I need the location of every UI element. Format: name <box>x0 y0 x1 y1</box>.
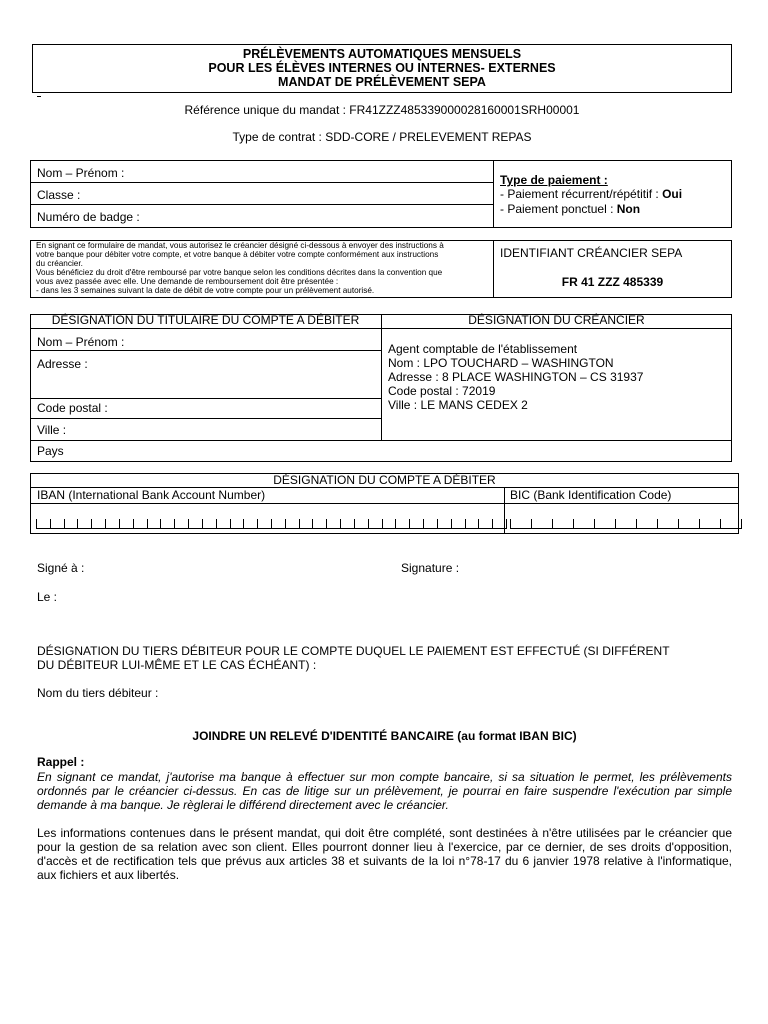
payment-recurring <box>500 188 682 202</box>
holder-title: DÉSIGNATION DU TITULAIRE DU COMPTE A DÉBITER <box>51 313 360 327</box>
rib-instruction-rest: (au format IBAN BIC) <box>453 729 577 743</box>
creditor-line-4: Code postal : 72019 <box>388 384 496 398</box>
creditor-line-3: Adresse : 8 PLACE WASHINGTON – CS 31937 <box>388 370 644 384</box>
header-line-2: POUR LES ÉLÈVES INTERNES OU INTERNES- EXTERNES <box>208 61 556 75</box>
account-title: DÉSIGNATION DU COMPTE A DÉBITER <box>273 473 496 487</box>
stray-mark <box>37 96 41 97</box>
creditor-id-value: FR 41 ZZZ 485339 <box>561 275 664 289</box>
char-box-divider <box>741 519 742 529</box>
creditor-line-5: Ville : LE MANS CEDEX 2 <box>388 398 528 412</box>
holder-country-label: Pays <box>37 444 64 458</box>
rib-instruction-bold: JOINDRE UN RELEVÉ D'IDENTITÉ BANCAIRE <box>192 729 454 743</box>
privacy-text: Les informations contenues dans le présent mandat, qui doit être complété, sont destinées à n'être utilisées par le créancier que pour la gestion de sa relation avec son client. Elles pourront donner lieu à l'exercice, par ce dernier, de ses droits d'opposition, d'accès et de rectification tels que prévus aux articles 38 et suivants de la loi n°78-17 du 6 janvier 1978 relative à l'informatique, aux fichiers et aux libertés. <box>37 826 732 882</box>
consent-line-6: - dans les 3 semaines suivant la date de débit de votre compte pour un prélèvement autorisé. <box>36 286 375 295</box>
holder-address-label: Adresse : <box>37 357 88 371</box>
badge-number-label: Numéro de badge : <box>37 210 140 224</box>
rib-instruction <box>30 730 739 744</box>
payment-oneoff-value: Non <box>616 202 641 216</box>
consent-line-3: du créancier. <box>36 259 83 268</box>
student-class-label: Classe : <box>37 188 81 202</box>
signed-at-label: Signé à : <box>37 561 85 575</box>
header-line-3: MANDAT DE PRÉLÈVEMENT SEPA <box>278 75 486 89</box>
char-box-baseline <box>36 528 506 529</box>
third-party-name-label: Nom du tiers débiteur : <box>37 686 159 700</box>
header-line-1: PRÉLÈVEMENTS AUTOMATIQUES MENSUELS <box>242 47 522 61</box>
holder-postcode-label: Code postal : <box>37 401 108 415</box>
bic-label: BIC (Bank Identification Code) <box>510 488 672 502</box>
mandate-reference: Référence unique du mandat : FR41ZZZ485339000028160001SRH00001 <box>184 103 580 117</box>
payment-oneoff-label: - Paiement ponctuel : <box>500 202 617 216</box>
reminder-text: En signant ce mandat, j'autorise ma banque à effectuer sur mon compte bancaire, si sa situation le permet, les prélèvements ordonnés par le créancier ci-dessus. En cas de litige sur un prélèvement, je pourrai en faire suspendre l'exécution par simple demande à ma banque. Je règlerai le différend directement avec le créancier. <box>37 770 732 812</box>
consent-line-4: Vous bénéficiez du droit d'être remboursé par votre banque selon les conditions décrites dans la convention que <box>36 268 443 277</box>
consent-line-1: En signant ce formulaire de mandat, vous autorisez le créancier désigné ci-dessous à envoyer des instructions à <box>36 241 444 250</box>
creditor-line-2: Nom : LPO TOUCHARD – WASHINGTON <box>388 356 614 370</box>
iban-label: IBAN (International Bank Account Number) <box>37 488 266 502</box>
contract-type: Type de contrat : SDD-CORE / PRELEVEMENT REPAS <box>232 130 532 144</box>
payment-recurring-value: Oui <box>662 187 683 201</box>
consent-line-2: votre banque pour débiter votre compte, et votre banque à débiter votre compte conformément aux instructions <box>36 250 439 259</box>
payment-recurring-label: - Paiement récurrent/répétitif : <box>500 187 663 201</box>
consent-line-5: vous avez passée avec elle. Une demande de remboursement doit être présentée : <box>36 277 339 286</box>
holder-city-label: Ville : <box>37 423 67 437</box>
student-name-label: Nom – Prénom : <box>37 166 125 180</box>
char-box-baseline <box>510 528 741 529</box>
reminder-title: Rappel : <box>37 755 85 769</box>
third-party-line-2: DU DÉBITEUR LUI-MÊME ET LE CAS ÉCHÉANT) : <box>37 658 317 672</box>
third-party-line-1: DÉSIGNATION DU TIERS DÉBITEUR POUR LE COMPTE DUQUEL LE PAIEMENT EST EFFECTUÉ (SI DIFFÉRENT <box>37 644 670 658</box>
creditor-id-label: IDENTIFIANT CRÉANCIER SEPA <box>500 246 683 260</box>
signature-label: Signature : <box>401 561 460 575</box>
creditor-line-1: Agent comptable de l'établissement <box>388 342 578 356</box>
holder-name-label: Nom – Prénom : <box>37 335 125 349</box>
iban-input-boxes[interactable] <box>32 515 502 529</box>
payment-oneoff <box>500 203 640 217</box>
date-label: Le : <box>37 590 58 604</box>
creditor-title: DÉSIGNATION DU CRÉANCIER <box>468 313 645 327</box>
bic-input-boxes[interactable] <box>506 515 737 529</box>
payment-type-title: Type de paiement : <box>500 173 608 187</box>
